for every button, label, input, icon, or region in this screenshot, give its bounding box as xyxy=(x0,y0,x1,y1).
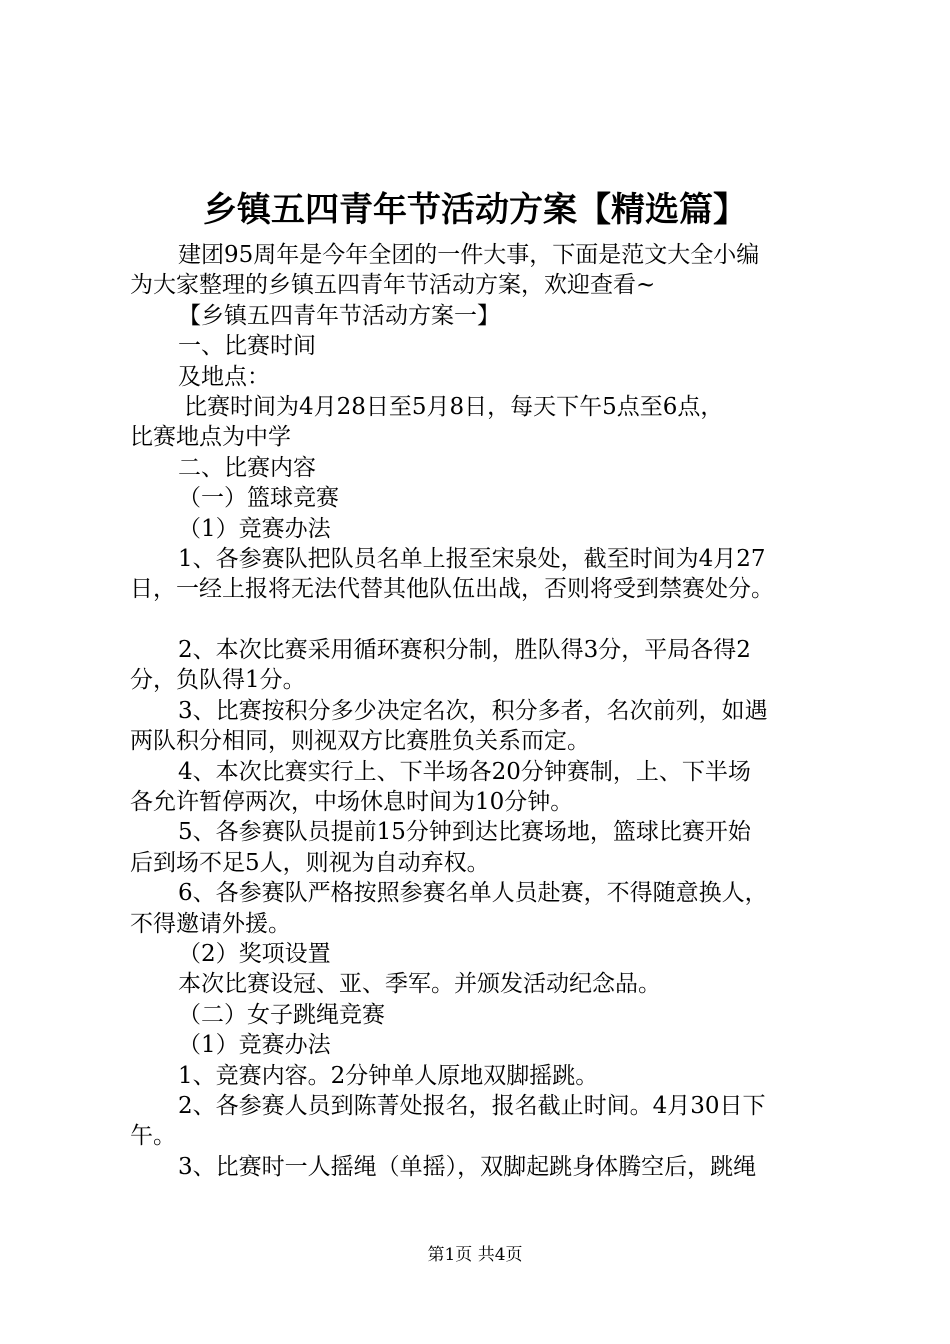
section-heading: （1）竞赛办法 xyxy=(178,1032,331,1059)
paragraph-line: 本次比赛设冠、亚、季军。并颁发活动纪念品。 xyxy=(178,971,661,998)
paragraph-line: 3、比赛时一人摇绳（单摇），双脚起跳身体腾空后，跳绳 xyxy=(178,1153,757,1180)
paragraph-line: 比赛时间为4月28日至5月8日，每天下午5点至6点， xyxy=(184,394,724,421)
paragraph-line: 2、各参赛人员到陈菁处报名，报名截止时间。4月30日下 xyxy=(178,1092,766,1119)
document-body xyxy=(130,240,845,1182)
paragraph-line: 各允许暂停两次，中场休息时间为10分钟。 xyxy=(130,788,574,815)
paragraph-line: 5、各参赛队员提前15分钟到达比赛场地，篮球比赛开始 xyxy=(178,819,751,846)
section-heading: （2）奖项设置 xyxy=(178,940,331,967)
paragraph-line: 比赛地点为中学 xyxy=(130,424,291,451)
paragraph-line: 分，负队得1分。 xyxy=(130,667,306,694)
paragraph-line: 1、竞赛内容。2分钟单人原地双脚摇跳。 xyxy=(178,1062,599,1089)
page-footer: 第1页 共4页 xyxy=(427,1245,523,1265)
section-heading: （二）女子跳绳竞赛 xyxy=(178,1001,385,1028)
paragraph-line: 1、各参赛队把队员名单上报至宋泉处，截至时间为4月27 xyxy=(178,546,766,573)
section-heading: （1）竞赛办法 xyxy=(178,515,331,542)
document-title: 乡镇五四青年节活动方案【精选篇】 xyxy=(203,190,747,230)
paragraph-line: 后到场不足5人，则视为自动弃权。 xyxy=(130,849,490,876)
paragraph-line: 两队积分相同，则视双方比赛胜负关系而定。 xyxy=(130,728,590,755)
paragraph-gap xyxy=(130,605,845,635)
paragraph-line: 2、本次比赛采用循环赛积分制，胜队得3分，平局各得2 xyxy=(178,636,751,663)
paragraph-line: 6、各参赛队严格按照参赛名单人员赴赛，不得随意换人， xyxy=(178,880,768,907)
section-heading: （一）篮球竞赛 xyxy=(178,485,339,512)
paragraph-line: 4、本次比赛实行上、下半场各20分钟赛制，上、下半场 xyxy=(178,758,751,785)
paragraph-line: 建团95周年是今年全团的一件大事，下面是范文大全小编 xyxy=(178,242,760,268)
section-heading: 一、比赛时间 xyxy=(178,333,316,360)
paragraph-line: 及地点： xyxy=(178,363,270,390)
paragraph-line: 午。 xyxy=(130,1123,176,1150)
section-heading: 二、比赛内容 xyxy=(178,454,316,481)
paragraph-line: 为大家整理的乡镇五四青年节活动方案，欢迎查看~ xyxy=(130,272,656,299)
paragraph-line: 不得邀请外援。 xyxy=(130,910,291,937)
section-heading: 【乡镇五四青年节活动方案一】 xyxy=(178,302,500,329)
paragraph-line: 日，一经上报将无法代替其他队伍出战，否则将受到禁赛处分。 xyxy=(130,576,774,603)
paragraph-line: 3、比赛按积分多少决定名次，积分多者，名次前列，如遇 xyxy=(178,697,768,724)
